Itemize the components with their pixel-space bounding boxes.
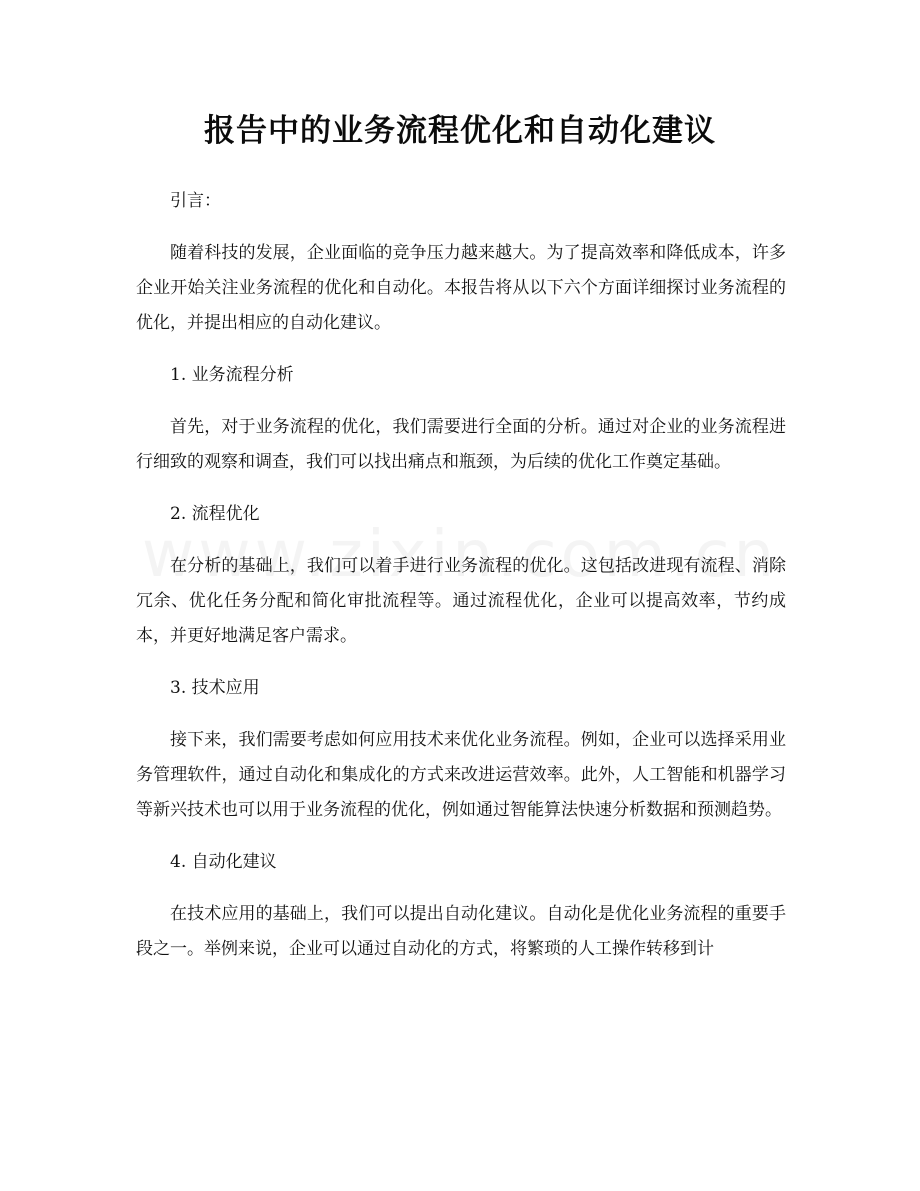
section-paragraph-3: 接下来，我们需要考虑如何应用技术来优化业务流程。例如，企业可以选择采用业务管理软件，通过自动化和集成化的方式来改进运营效率。此外，人工智能和机器学习等新兴技术也可以用于业务流程的优化，例如通过智能算法快速分析数据和预测趋势。 bbox=[136, 730, 786, 820]
section-heading-3: 3. 技术应用 bbox=[170, 678, 260, 698]
section-paragraph-2: 在分析的基础上，我们可以着手进行业务流程的优化。这包括改进现有流程、消除冗余、优化任务分配和简化审批流程等。通过流程优化，企业可以提高效率，节约成本，并更好地满足客户需求。 bbox=[136, 556, 786, 646]
section-paragraph-4: 在技术应用的基础上，我们可以提出自动化建议。自动化是优化业务流程的重要手段之一。举例来说，企业可以通过自动化的方式，将繁琐的人工操作转移到计 bbox=[136, 904, 786, 959]
document-title: 报告中的业务流程优化和自动化建议 bbox=[204, 113, 716, 149]
section-heading-1: 1. 业务流程分析 bbox=[170, 365, 294, 385]
section-heading-4: 4. 自动化建议 bbox=[170, 852, 277, 872]
intro-paragraph: 随着科技的发展，企业面临的竞争压力越来越大。为了提高效率和降低成本，许多企业开始关注业务流程的优化和自动化。本报告将从以下六个方面详细探讨业务流程的优化，并提出相应的自动化建议。 bbox=[136, 243, 786, 333]
section-heading-2: 2. 流程优化 bbox=[170, 504, 260, 524]
section-paragraph-1: 首先，对于业务流程的优化，我们需要进行全面的分析。通过对企业的业务流程进行细致的观察和调查，我们可以找出痛点和瓶颈，为后续的优化工作奠定基础。 bbox=[136, 417, 786, 472]
intro-label: 引言： bbox=[170, 191, 221, 211]
document-body bbox=[136, 184, 786, 984]
